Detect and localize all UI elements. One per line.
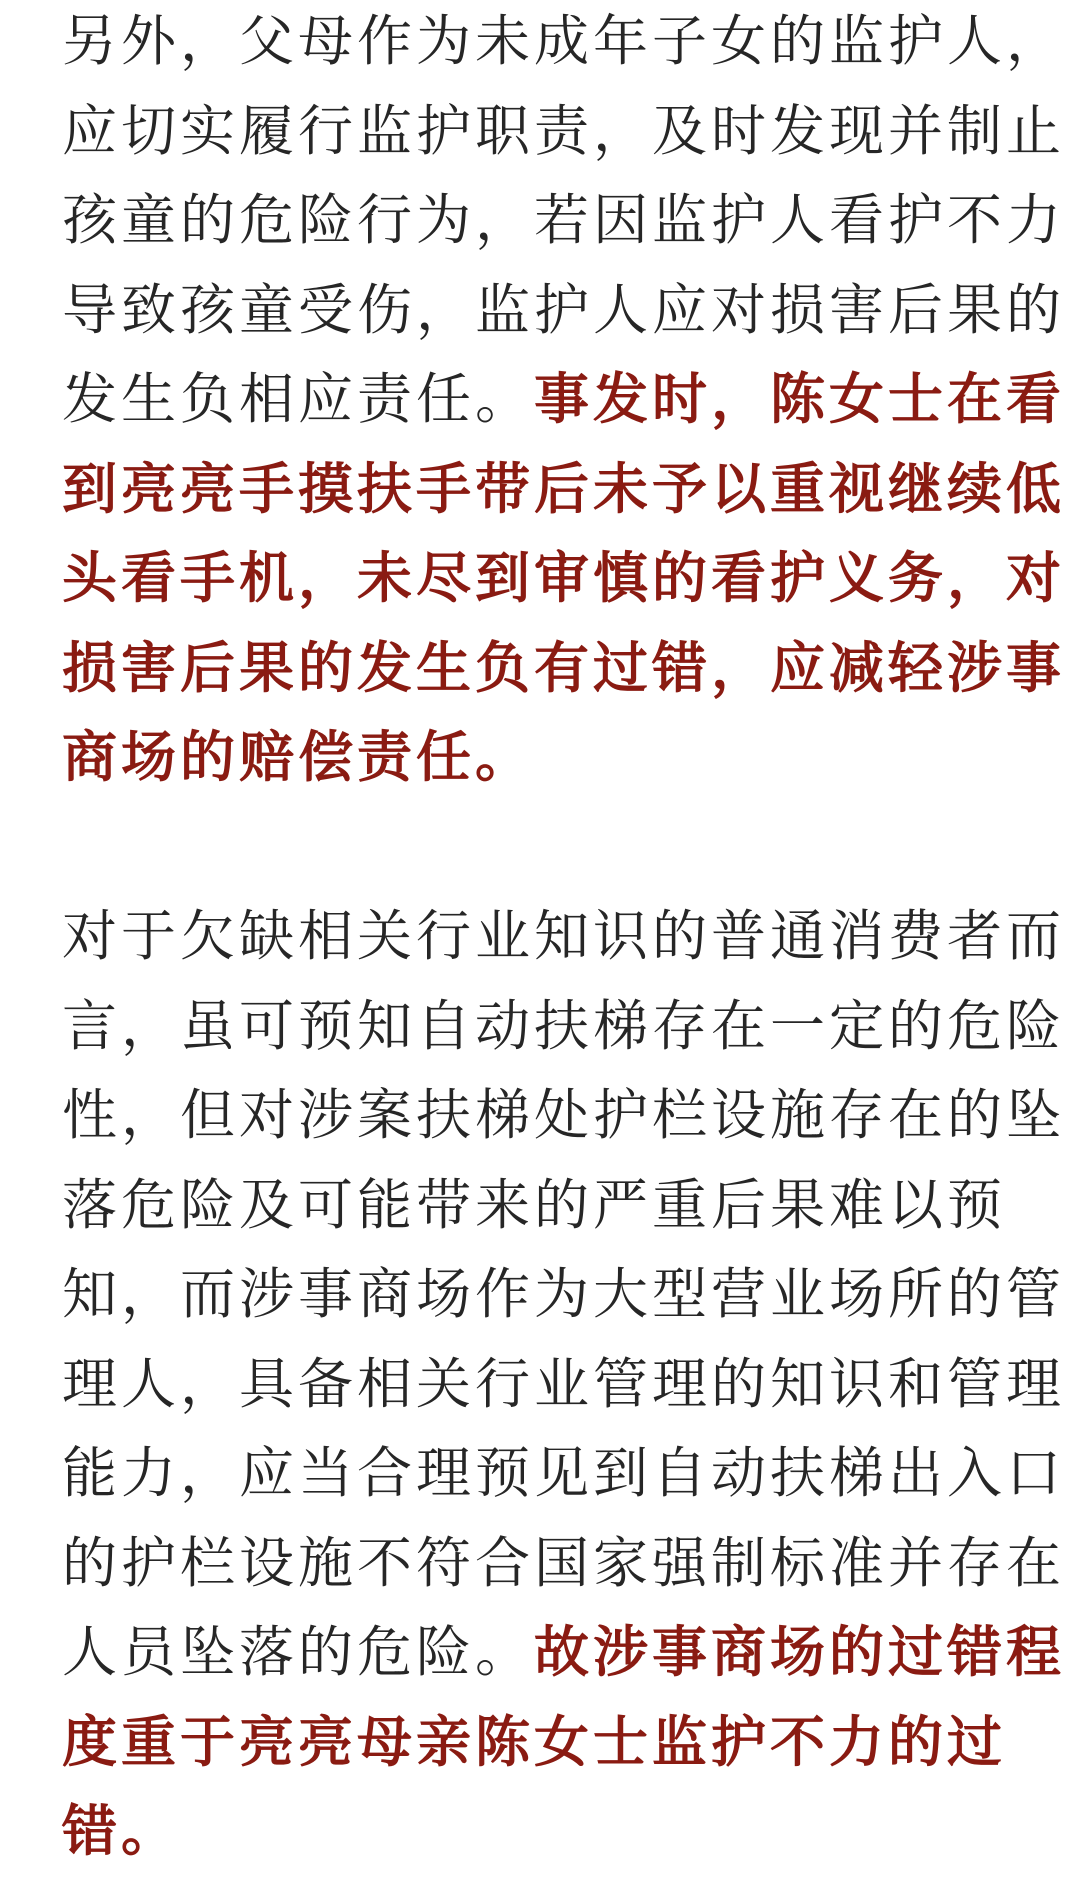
text-line: [62, 892, 1066, 982]
text-line: [62, 1161, 1062, 1251]
emphasized-text: 头看手机，未尽到审慎的看护义务，对: [62, 546, 1066, 610]
emphasized-text: 商场的赔偿责任。: [62, 725, 535, 789]
emphasized-text: 事发时，陈女士在看: [534, 367, 1066, 431]
body-text: 应切实履行监护职责，及时发现并制止: [62, 98, 1066, 163]
text-line: [62, 1071, 1066, 1161]
body-text: 性，但对涉案扶梯处护栏设施存在的坠: [62, 1083, 1066, 1147]
text-line: [62, 534, 1066, 624]
body-text: 理人，具备相关行业管理的知识和管理: [62, 1351, 1066, 1416]
text-line: [62, 87, 1066, 177]
text-line: [62, 1519, 1066, 1609]
paragraph: [62, 892, 1066, 1877]
body-text: 言，虽可预知自动扶梯存在一定的危险: [62, 993, 1066, 1058]
text-line: [62, 355, 1066, 445]
text-line: [62, 445, 1066, 535]
emphasized-text: 损害后果的发生负有过错，应减轻涉事: [62, 635, 1066, 700]
text-line: [62, 713, 1062, 803]
text-line: [62, 982, 1066, 1072]
paragraph: [62, 0, 1066, 803]
text-line: [62, 1608, 1066, 1698]
body-text: 能力，应当合理预见到自动扶梯出入口: [62, 1441, 1066, 1505]
emphasized-text: 故涉事商场的过错程: [534, 1620, 1066, 1684]
body-text: 另外，父母作为未成年子女的监护人，: [62, 9, 1066, 73]
body-text: 的护栏设施不符合国家强制标准并存在: [62, 1530, 1066, 1595]
emphasized-text: 度重于亮亮母亲陈女士监护不力的过: [62, 1709, 1007, 1774]
text-line: [62, 1787, 1062, 1877]
body-text: 导致孩童受伤，监护人应对损害后果的: [62, 277, 1066, 342]
emphasized-text: 到亮亮手摸扶手带后未予以重视继续低: [62, 456, 1066, 521]
text-line: [62, 1340, 1066, 1430]
text-line: [62, 176, 1066, 266]
body-text: 人员坠落的危险。: [62, 1620, 535, 1684]
body-text: 发生负相应责任。: [62, 367, 535, 431]
text-line: [62, 0, 1066, 87]
text-line: [62, 1250, 1066, 1340]
body-text: 孩童的危险行为，若因监护人看护不力: [62, 188, 1066, 252]
body-text: 知，而涉事商场作为大型营业场所的管: [62, 1262, 1066, 1326]
text-line: [62, 1429, 1066, 1519]
body-text: 对于欠缺相关行业知识的普通消费者而: [62, 904, 1066, 968]
paragraph-spacer: [62, 803, 1062, 893]
emphasized-text: 错。: [62, 1799, 181, 1863]
body-text: 落危险及可能带来的严重后果难以预: [62, 1172, 1007, 1237]
text-line: [62, 624, 1066, 714]
text-line: [62, 1698, 1062, 1788]
article-body: [62, 0, 1066, 1877]
text-line: [62, 266, 1066, 356]
